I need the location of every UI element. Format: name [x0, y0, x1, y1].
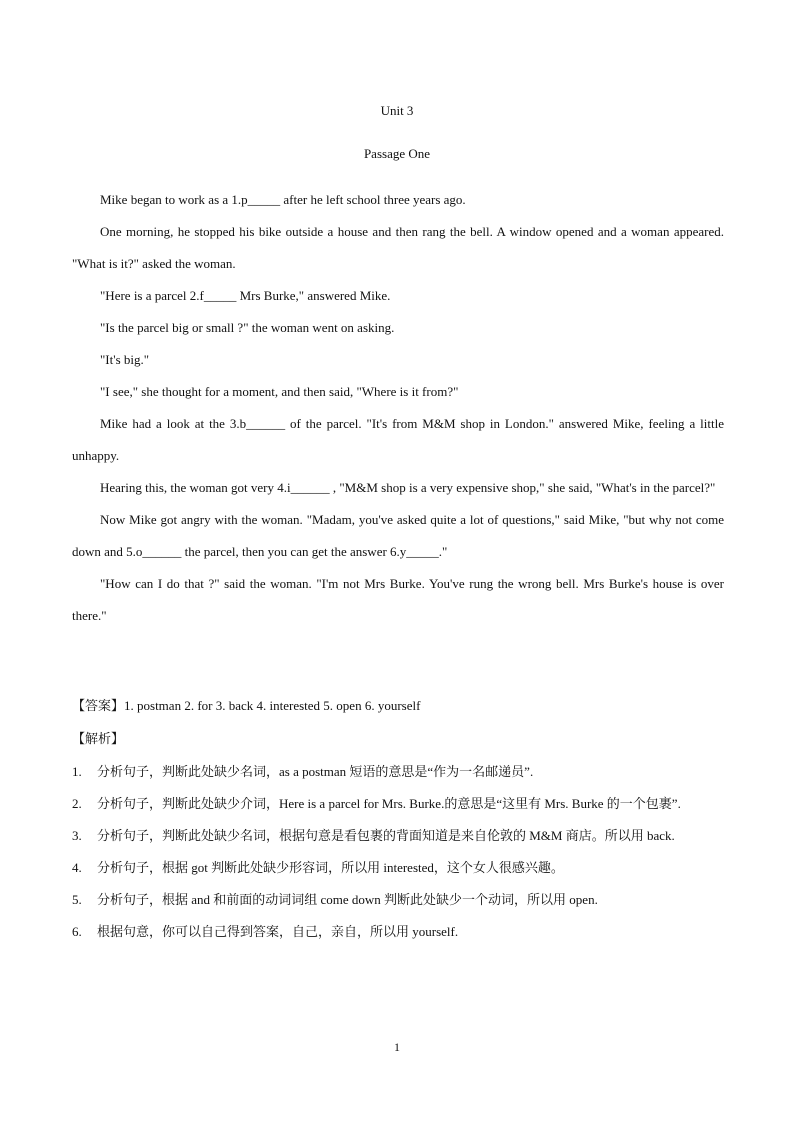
analysis-item: [72, 756, 724, 788]
analysis-item: [72, 852, 724, 884]
analysis-item-text: 分析句子，判断此处缺少介词，Here is a parcel for Mrs. Burke.的意思是“这里有 Mrs. Burke 的一个包裹”.: [97, 796, 681, 811]
analysis-item-text: 分析句子，判断此处缺少名词，as a postman 短语的意思是“作为一名邮递员”.: [97, 764, 534, 779]
passage-paragraph: One morning, he stopped his bike outside a house and then rang the bell. A window opened and a woman appeared. "What is it?" asked the woman.: [72, 224, 724, 271]
analysis-item: [72, 916, 724, 948]
analysis-heading: [72, 723, 724, 756]
analysis-item-number: 1.: [72, 764, 82, 779]
analysis-item-text: 分析句子，根据 and 和前面的动词词组 come down 判断此处缺少一个动词，所以用 open.: [97, 892, 598, 907]
page-number: 1: [394, 1040, 400, 1054]
analysis-label: 【解析】: [72, 732, 125, 747]
answers-label: 【答案】: [72, 699, 125, 714]
passage-paragraph: Now Mike got angry with the woman. "Madam, you've asked quite a lot of questions," said Mike, "but why not come down and 5.o______ the parcel, then you can get the answer 6.y_____.": [72, 512, 724, 559]
unit-title: Unit 3: [380, 103, 414, 118]
passage-paragraph: "It's big.": [100, 352, 150, 367]
passage-paragraph: "I see," she thought for a moment, and then said, "Where is it from?": [100, 384, 459, 399]
analysis-item-number: 4.: [72, 860, 82, 875]
passage-paragraph: Mike had a look at the 3.b______ of the parcel. "It's from M&M shop in London." answered Mike, feeling a little unhappy.: [72, 416, 724, 463]
answer-section: [72, 690, 724, 948]
passage-paragraph: "Is the parcel big or small ?" the woman went on asking.: [100, 320, 395, 335]
analysis-item-number: 2.: [72, 796, 82, 811]
analysis-item: [72, 884, 724, 916]
analysis-item-text: 分析句子，根据 got 判断此处缺少形容词，所以用 interested，这个女人很感兴趣。: [97, 860, 564, 875]
analysis-item-text: 根据句意，你可以自己得到答案，自己，亲自，所以用 yourself.: [97, 924, 459, 939]
analysis-item: [72, 788, 724, 820]
analysis-item-number: 6.: [72, 924, 82, 939]
passage-title: Passage One: [363, 146, 431, 161]
passage-paragraph: "How can I do that ?" said the woman. "I'm not Mrs Burke. You've rung the wrong bell. Mrs Burke's house is over there.": [72, 576, 724, 623]
answers-line: [72, 690, 724, 723]
answers-text: 1. postman 2. for 3. back 4. interested 5. open 6. yourself: [124, 698, 421, 713]
analysis-item-number: 3.: [72, 828, 82, 843]
passage-body: [72, 184, 724, 632]
passage-paragraph: "Here is a parcel 2.f_____ Mrs Burke," answered Mike.: [100, 288, 391, 303]
passage-paragraph: Hearing this, the woman got very 4.i______ , "M&M shop is a very expensive shop," she said, "What's in the parcel?": [100, 480, 716, 495]
analysis-list: [72, 756, 724, 948]
passage-paragraph: Mike began to work as a 1.p_____ after he left school three years ago.: [100, 192, 466, 207]
analysis-item: [72, 820, 724, 852]
analysis-item-number: 5.: [72, 892, 82, 907]
analysis-item-text: 分析句子，判断此处缺少名词，根据句意是看包裹的背面知道是来自伦敦的 M&M 商店。所以用 back.: [97, 828, 675, 843]
